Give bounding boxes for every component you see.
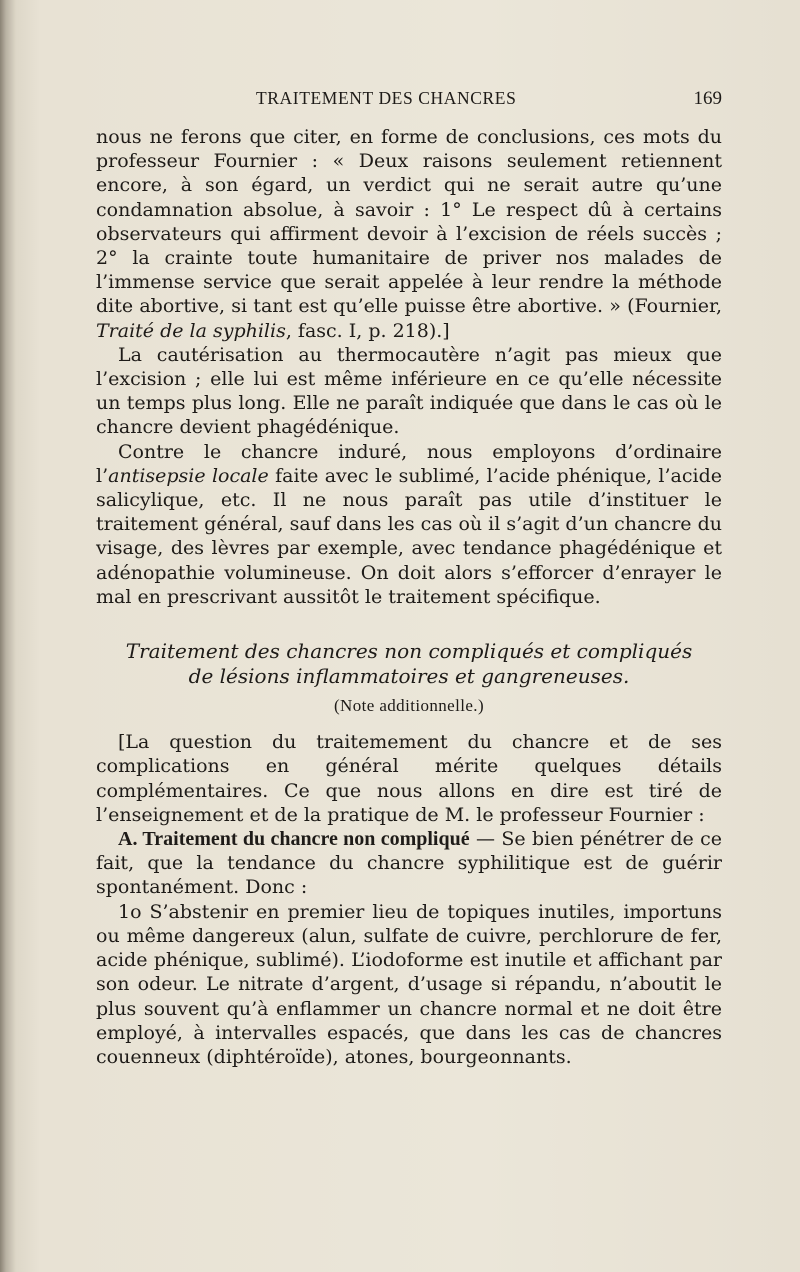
section-title-line-2: de lésions inflammatoires et gangreneuses. [188,663,630,688]
p1-text-a: nous ne ferons que citer, en forme de conclusions, ces mots du professeur Fournier : « Deux raisons seulement retiennent encore, à son égard, un verdict qui ne serait autre qu’une condamnation absolue, à savoir : 1° Le respect dû à certains observateurs qui affirment devoir à l’excision de réels succès ; 2° la crainte toute humanitaire de priver nos malades de l’immense service que serait appelée à leur rendre la méthode dite abortive, si tant est qu’elle puisse être abortive. » (Fournier, [96,126,722,318]
p3-text-a: Contre le chancre induré, nous employons d’ordinaire l’ [96,440,722,487]
p1-text-b: , fasc. I, p. 218).] [285,319,450,342]
paragraph-continuation [96,125,722,343]
body-text [96,125,722,1069]
running-title: TRAITEMENT DES CHANCRES [256,88,517,108]
p1-book-title: Traité de la syphilis [96,319,286,342]
paragraph-chancre-indure [96,440,722,609]
p5-bold-heading: A. Traitement du chancre non compliqué [118,828,470,851]
page-number: 169 [693,88,722,109]
running-head [96,88,722,112]
paragraph-question: [La question du traitemement du chancre et de ses complications en général mérite quelques détails complémentaires. Ce que nous allons en dire est tiré de l’enseignement et de la pratique de M. le professeur Fournier : [96,731,722,826]
section-note: (Note additionnelle.) [333,696,485,716]
p5-text: — Se bien pénétrer de ce fait, que la tendance du chancre syphilitique est de guérir spontanément. Donc : [96,828,722,899]
paragraph-cauterisation: La cautérisation au thermocautère n’agit pas mieux que l’excision ; elle lui est même inférieure en ce qu’elle nécessite un temps plus long. Elle ne paraît indiquée que dans le cas où le chancre devient phagédénique. [96,343,722,439]
section-title [96,639,722,688]
paragraph-point-1: 1o S’abstenir en premier lieu de topiques inutiles, importuns ou même dangereux (alun, sulfate de cuivre, perchlorure de fer, acide phénique, sublimé). L’iodoforme est inutile et affichant par son odeur. Le nitrate d’argent, d’usage si répandu, n’aboutit le plus souvent qu’à enflammer un chancre normal et ne doit être employé, à intervalles espacés, que dans les cas de chancres couenneux (diphtéroïde), atones, bourgeonnants. [96,900,722,1068]
paragraph-traitement-a [96,827,722,900]
p3-text-b: faite avec le sublimé, l’acide phénique, l’acide salicylique, etc. Il ne nous paraît pas utile d’instituer le traitement général, sauf dans les cas où il s’agit d’un chancre du visage, des lèvres par exemple, avec tendance phagédénique et adénopathie volumineuse. On doit alors s’efforcer d’enrayer le mal en prescrivant aussitôt le traitement spécifique. [96,464,722,608]
p3-italic-term: antisepsie locale [108,464,269,487]
section-title-line-1: Traitement des chancres non compliqués et compliqués [125,639,693,664]
